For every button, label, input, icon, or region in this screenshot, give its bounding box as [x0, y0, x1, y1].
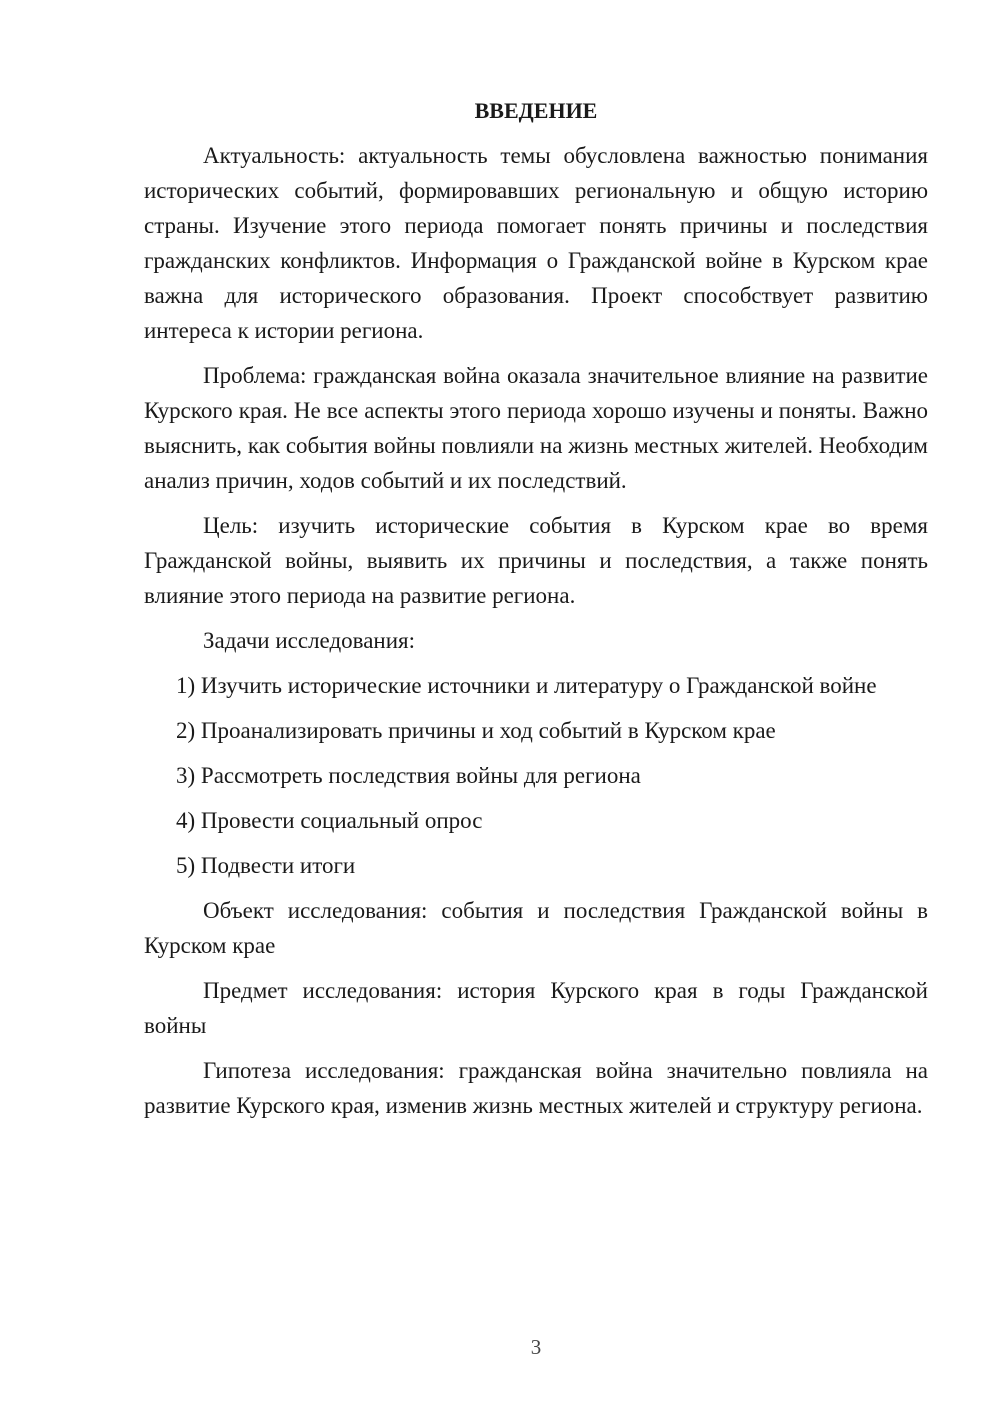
list-item: 5) Подвести итоги [176, 853, 356, 878]
hypothesis-paragraph: Гипотеза исследования: гражданская война значительно повлияла на развитие Курского края, изменив жизнь местных жителей и структуру региона. [144, 1058, 928, 1118]
tasks-list [144, 668, 928, 883]
section-heading: ВВЕДЕНИЕ [474, 98, 598, 123]
list-item: 2) Проанализировать причины и ход событий в Курском крае [176, 718, 776, 743]
problem-paragraph: Проблема: гражданская война оказала значительное влияние на развитие Курского края. Не все аспекты этого периода хорошо изучены и поняты. Важно выяснить, как события войны повлияли на жизнь местных жителей. Необходим анализ причин, ходов событий и их последствий. [144, 363, 928, 493]
goal-paragraph: Цель: изучить исторические события в Курском крае во время Гражданской войны, выявить их причины и последствия, а также понять влияние этого периода на развитие региона. [144, 513, 928, 608]
page-number: 3 [530, 1335, 542, 1359]
subject-paragraph: Предмет исследования: история Курского края в годы Гражданской войны [144, 978, 928, 1038]
list-item: 3) Рассмотреть последствия войны для региона [176, 763, 641, 788]
page-content [144, 93, 928, 1123]
list-item: 1) Изучить исторические источники и литературу о Гражданской войне [176, 673, 877, 698]
tasks-title: Задачи исследования: [203, 628, 416, 653]
list-item: 4) Провести социальный опрос [176, 808, 483, 833]
relevance-paragraph: Актуальность: актуальность темы обусловлена важностью понимания исторических событий, формировавших региональную и общую историю страны. Изучение этого периода помогает понять причины и последствия гражданских конфликтов. Информация о Гражданской войне в Курском крае важна для исторического образования. Проект способствует развитию интереса к истории региона. [144, 143, 928, 343]
object-paragraph: Объект исследования: события и последствия Гражданской войны в Курском крае [144, 898, 928, 958]
